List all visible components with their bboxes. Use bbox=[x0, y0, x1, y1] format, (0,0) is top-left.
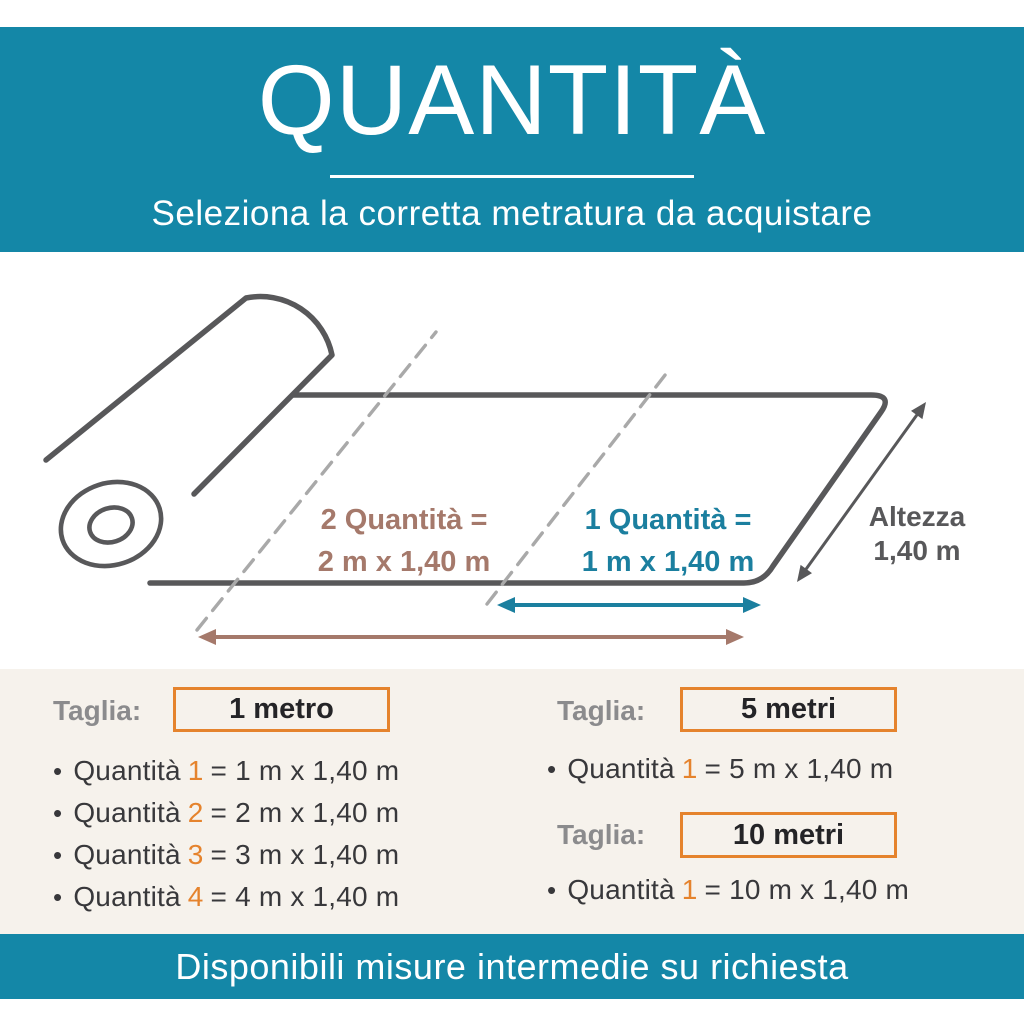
page-subtitle: Seleziona la corretta metratura da acquistare bbox=[151, 194, 873, 233]
bullet-icon: • bbox=[547, 875, 557, 905]
sizes-panel bbox=[0, 669, 1024, 934]
quantity-value: = 5 m x 1,40 m bbox=[704, 753, 894, 784]
label-2-quantita-line1: 2 Quantità = bbox=[320, 504, 488, 536]
footer-note: Disponibili misure intermedie su richiesta bbox=[175, 945, 849, 987]
page-title: QUANTITÀ bbox=[257, 44, 767, 155]
bullet-icon: • bbox=[547, 754, 557, 784]
quantity-number: 1 bbox=[187, 755, 204, 786]
taglia-label-5-metri: Taglia: bbox=[557, 695, 646, 726]
quantity-prefix: Quantità bbox=[73, 839, 181, 870]
quantity-prefix: Quantità bbox=[73, 755, 181, 786]
header-band bbox=[0, 27, 1024, 252]
quantity-prefix: Quantità bbox=[73, 797, 181, 828]
quantity-number: 1 bbox=[681, 874, 698, 905]
quantity-value: = 4 m x 1,40 m bbox=[210, 881, 400, 912]
footer-band bbox=[0, 934, 1024, 999]
bullet-icon: • bbox=[53, 882, 63, 912]
title-underline bbox=[330, 175, 694, 178]
size-box-5-metri: 5 metri bbox=[680, 687, 897, 732]
label-altezza-line2: 1,40 m bbox=[873, 535, 961, 566]
bullet-icon: • bbox=[53, 756, 63, 786]
size-box-1-metro: 1 metro bbox=[173, 687, 390, 732]
quantity-item bbox=[547, 753, 893, 785]
quantity-value: = 10 m x 1,40 m bbox=[704, 874, 910, 905]
fabric-roll-diagram bbox=[0, 252, 1024, 670]
bullet-icon: • bbox=[53, 840, 63, 870]
quantity-item bbox=[53, 797, 399, 829]
label-1-quantita-line2: 1 m x 1,40 m bbox=[581, 546, 755, 578]
quantity-number: 3 bbox=[187, 839, 204, 870]
quantity-prefix: Quantità bbox=[73, 881, 181, 912]
quantity-number: 4 bbox=[187, 881, 204, 912]
width-arrow-2m bbox=[198, 629, 744, 645]
quantity-item bbox=[53, 839, 399, 871]
quantity-number: 2 bbox=[187, 797, 204, 828]
label-1-quantita-line1: 1 Quantità = bbox=[584, 504, 752, 536]
fabric-roll-icon bbox=[19, 297, 332, 603]
width-arrow-1m bbox=[497, 597, 761, 613]
quantity-prefix: Quantità bbox=[567, 874, 675, 905]
quantity-item bbox=[53, 881, 399, 913]
size-box-10-metri: 10 metri bbox=[680, 812, 897, 858]
label-2-quantita-line2: 2 m x 1,40 m bbox=[317, 546, 491, 578]
quantity-value: = 1 m x 1,40 m bbox=[210, 755, 400, 786]
quantity-item bbox=[53, 755, 399, 787]
label-altezza-line1: Altezza bbox=[868, 501, 966, 532]
quantity-item bbox=[547, 874, 909, 906]
taglia-label-10-metri: Taglia: bbox=[557, 819, 646, 850]
quantity-value: = 3 m x 1,40 m bbox=[210, 839, 400, 870]
quantity-prefix: Quantità bbox=[567, 753, 675, 784]
bullet-icon: • bbox=[53, 798, 63, 828]
quantity-value: = 2 m x 1,40 m bbox=[210, 797, 400, 828]
taglia-label-1-metro: Taglia: bbox=[53, 695, 142, 726]
quantity-number: 1 bbox=[681, 753, 698, 784]
